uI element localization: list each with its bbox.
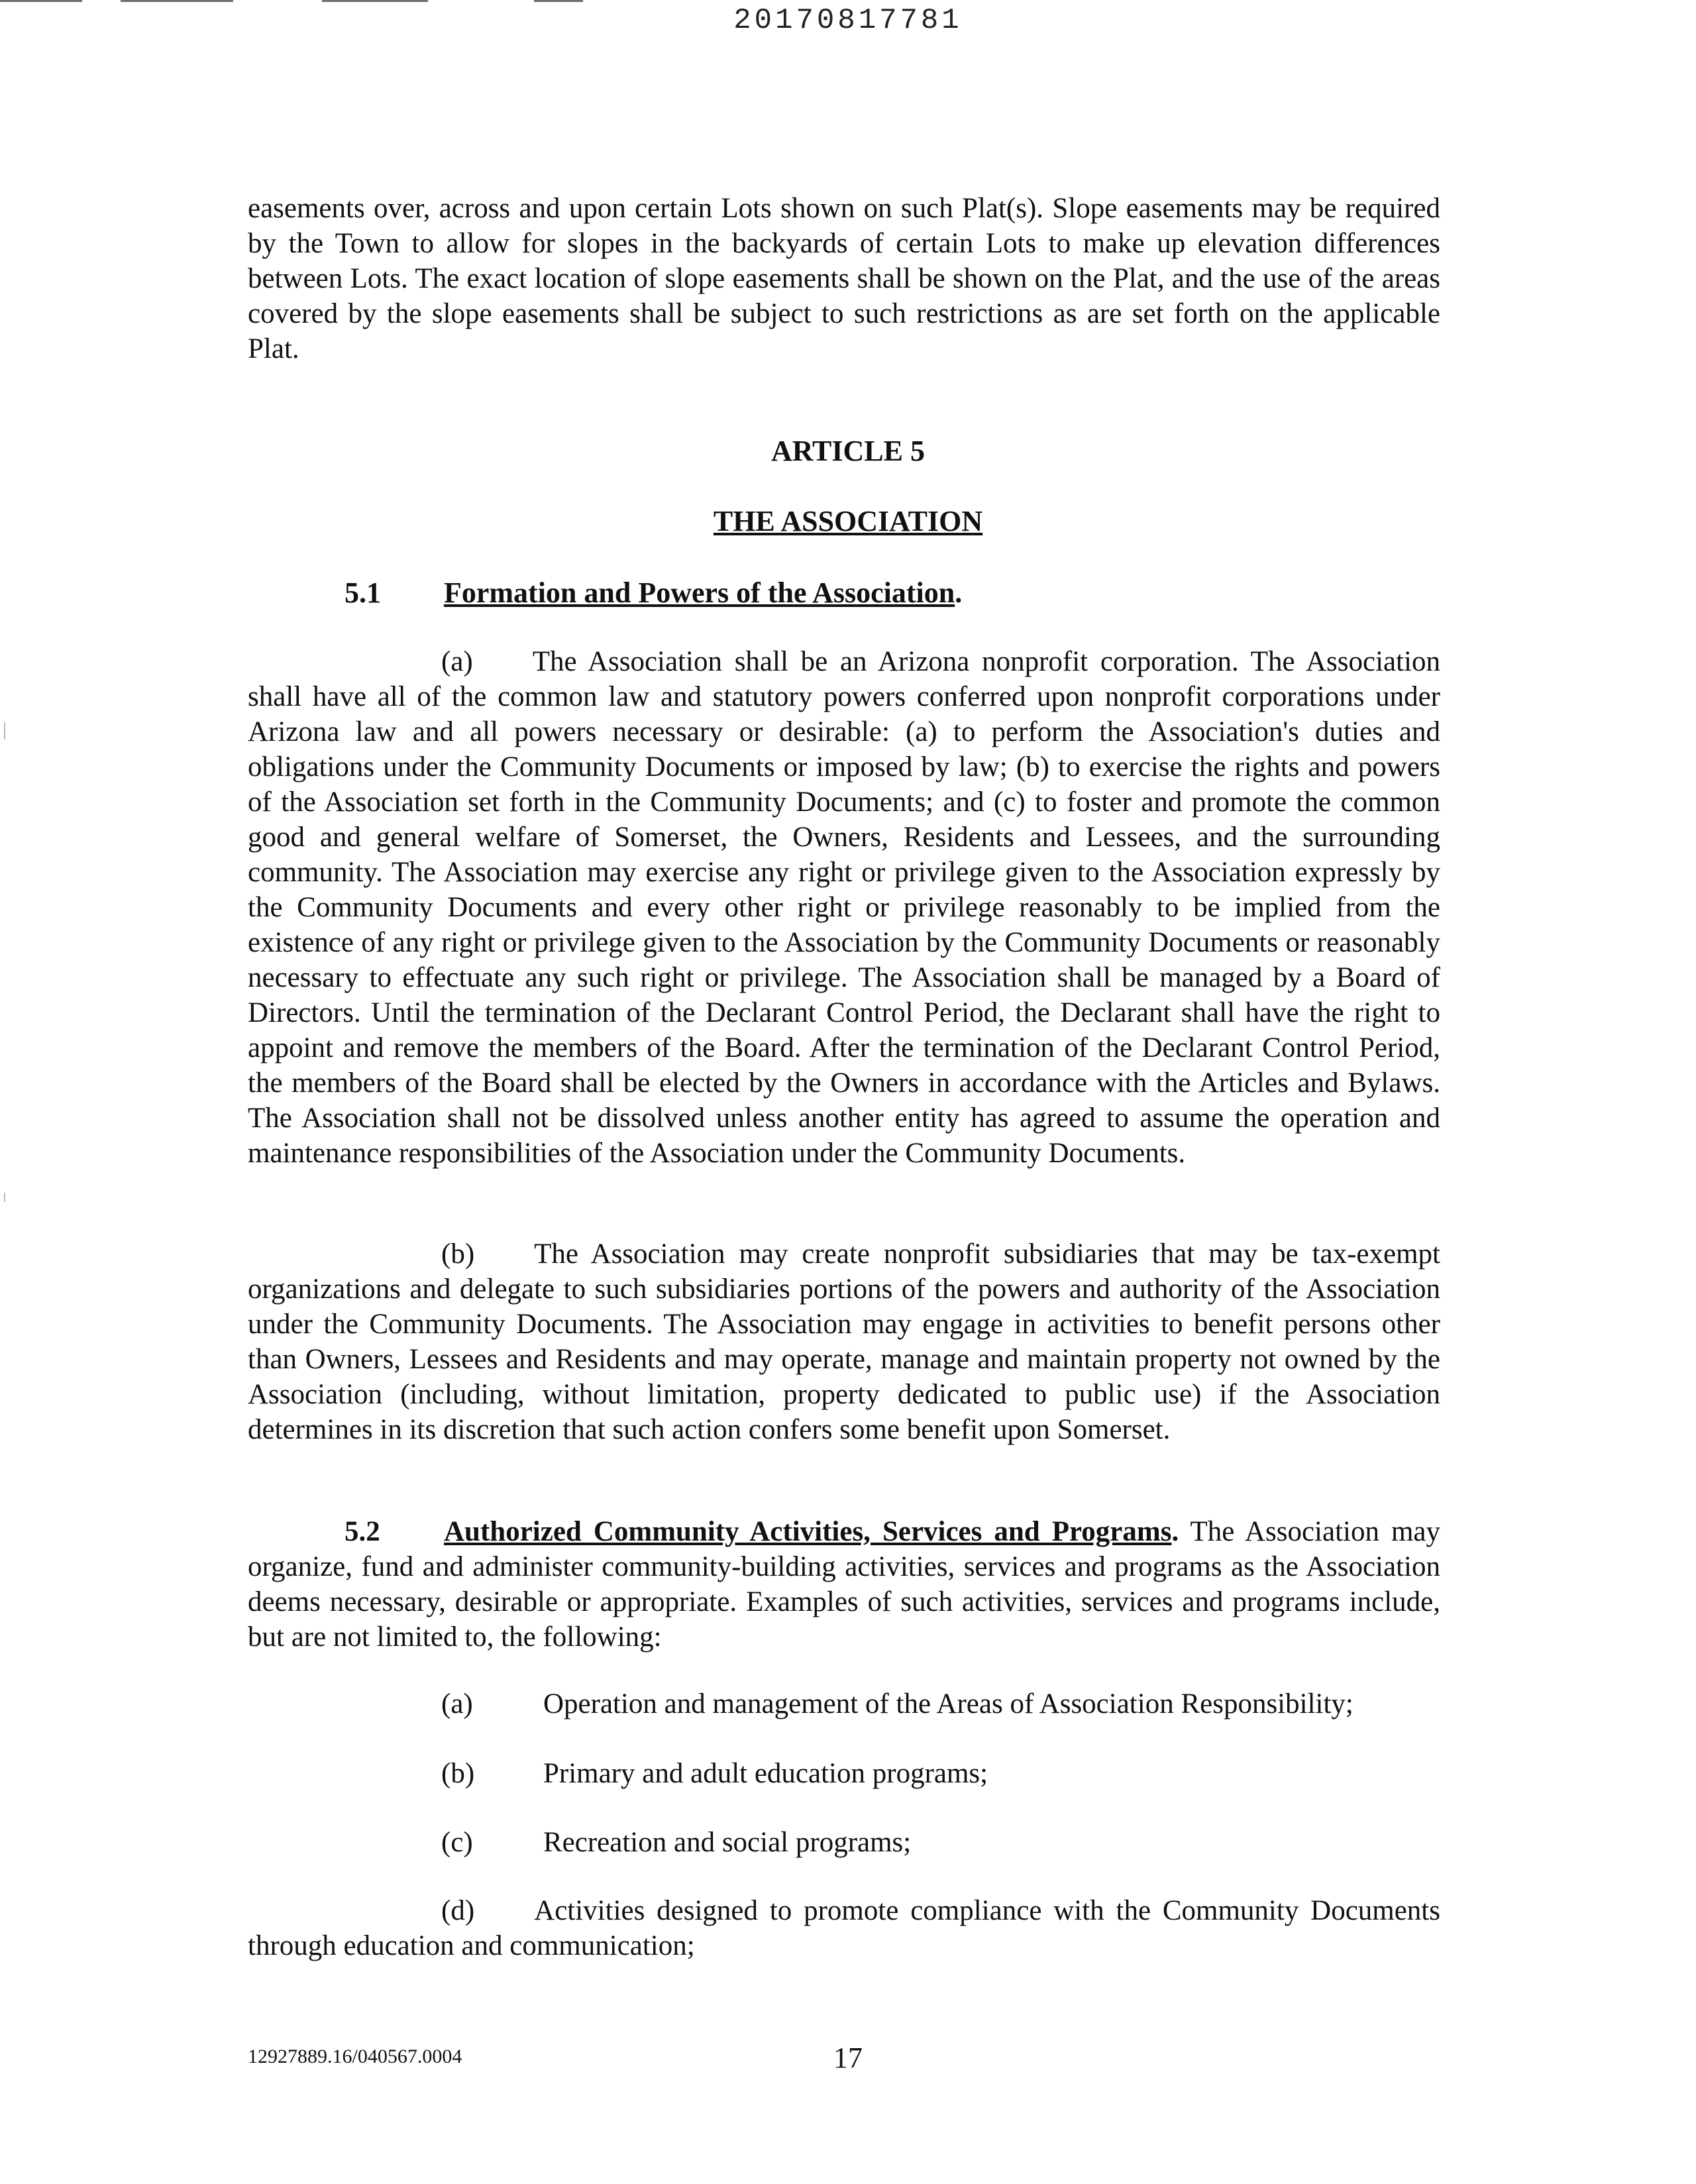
paragraph-text: The Association may organize, fund and administer community-building activities, services and programs as the Association deems necessary, desirable or appropriate. Examples of such activities, services and programs include, but are not limited to, the following: (248, 1516, 1440, 1653)
list-item (248, 1893, 1440, 1963)
section-5-1-heading (344, 575, 962, 610)
intro-paragraph: easements over, across and upon certain Lots shown on such Plat(s). Slope easements may be required by the Town to allow for slopes in the backyards of certain Lots to make up elevation differences between Lots. The exact location of slope easements shall be shown on the Plat, and the use of the areas covered by the slope easements shall be subject to such restrictions as are set forth on the applicable Plat. (248, 193, 1440, 364)
section-5-2-paragraph (248, 1514, 1440, 1655)
scan-artifact-line (0, 0, 82, 2)
scan-artifact-line (322, 0, 428, 2)
paragraph-label: (b) (441, 1238, 475, 1270)
list-item-text: Primary and adult education programs; (543, 1758, 988, 1789)
scan-artifact-line (534, 0, 583, 2)
section-number: 5.2 (344, 1516, 380, 1547)
scan-artifact-line (121, 0, 233, 2)
paragraph-5-1-b (248, 1236, 1440, 1447)
paragraph-5-1-a (248, 644, 1440, 1171)
list-item-text: Recreation and social programs; (543, 1827, 912, 1858)
list-item-label: (a) (441, 1688, 473, 1720)
paragraph-text: The Association shall be an Arizona nonprofit corporation. The Association shall have all of the common law and statutory powers conferred upon nonprofit corporations under Arizona law and all powers necessary or desirable: (a) to perform the Association's duties and obligations under the Community Documents or imposed by law; (b) to exercise the rights and powers of the Association set forth in the Community Documents; and (c) to foster and promote the common good and general welfare of Somerset, the Owners, Residents and Lessees, and the surrounding community. The Association may exercise any right or privilege given to the Association expressly by the Community Documents and every other right or privilege reasonably to be implied from the existence of any right or privilege given to the Association by the Community Documents or reasonably necessary to effectuate any such right or privilege. The Association shall be managed by a Board of Directors. Until the termination of the Declarant Control Period, the Declarant shall have the right to appoint and remove the members of the Board. After the termination of the Declarant Control Period, the members of the Board shall be elected by the Owners in accordance with the Articles and Bylaws. The Association shall not be dissolved unless another entity has agreed to assume the operation and maintenance responsibilities of the Association under the Community Documents. (248, 646, 1440, 1169)
list-item (441, 1686, 1353, 1721)
section-title: Formation and Powers of the Association (444, 576, 955, 609)
recording-number: 20170817781 (733, 4, 963, 37)
page-number: 17 (833, 2042, 863, 2074)
section-title-suffix: . (1171, 1516, 1179, 1547)
section-title-suffix: . (955, 576, 963, 609)
section-title: Authorized Community Activities, Services and Programs (444, 1516, 1172, 1547)
scan-margin-mark (4, 722, 5, 739)
article-number: ARTICLE 5 (771, 435, 925, 467)
scan-margin-mark (4, 1193, 5, 1202)
paragraph-text: The Association may create nonprofit subsidiaries that may be tax-exempt organizations and delegate to such subsidiaries portions of the powers and authority of the Association under the Community Documents. The Association may engage in activities to benefit persons other than Owners, Lessees and Residents and may operate, manage and maintain property not owned by the Association (including, without limitation, property dedicated to public use) if the Association determines in its discretion that such action confers some benefit upon Somerset. (248, 1238, 1440, 1445)
paragraph-label: (a) (441, 646, 473, 677)
article-title-text: THE ASSOCIATION (713, 505, 983, 537)
section-number: 5.1 (344, 576, 381, 609)
list-item (441, 1756, 988, 1791)
list-item-text: Operation and management of the Areas of Association Responsibility; (543, 1688, 1353, 1720)
list-item (441, 1825, 911, 1860)
list-item-label: (c) (441, 1827, 473, 1858)
footer-document-id: 12927889.16/040567.0004 (248, 2046, 462, 2067)
list-item-label: (b) (441, 1758, 475, 1789)
list-item-label: (d) (441, 1895, 475, 1926)
article-title (0, 504, 1696, 539)
list-item-text: Activities designed to promote compliance with the Community Documents through education and communication; (248, 1895, 1440, 1961)
